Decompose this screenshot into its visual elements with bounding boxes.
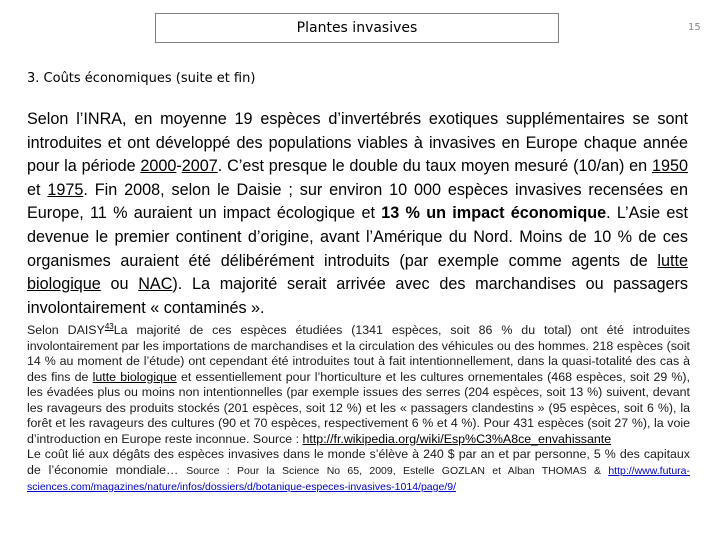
link-lutte-biologique[interactable]: lutte biologique (27, 251, 688, 294)
page-number: 15 (688, 22, 701, 33)
slide-title-box (155, 13, 559, 43)
text-run: . Fin 2008, selon le Daisie ; sur environ 10 000 espèces invasives recensées en Europe, 11 % auraient un impact écologique et (27, 180, 688, 223)
main-paragraph (27, 108, 688, 320)
link-2007[interactable]: 2007 (181, 157, 218, 176)
link-2000[interactable]: 2000 (140, 157, 177, 176)
text-run: . L’Asie est devenue le premier continent d’origine, avant l’Amérique du Nord. Moins de 10 % de ces organismes auraient été délibérément introduits (par exemple comme agents de (27, 204, 689, 270)
link-futura-sciences[interactable]: http://www.futura-sciences.com/magazines/nature/infos/dossiers/d/botanique-especes-invasives-1014/page/9/ (27, 464, 691, 493)
text-run: Selon DAISY (27, 323, 105, 337)
text-run: ). La majorité serait arrivée avec des marchandises ou passagers involontairement « contaminés ». (27, 275, 688, 317)
text-run: - (176, 157, 182, 176)
link-wikipedia[interactable]: http://fr.wikipedia.org/wiki/Esp%C3%A8ce_envahissante (302, 431, 612, 446)
text-run: et (27, 180, 48, 199)
source-note: Source : Pour la Science No 65, 2009, Estelle GOZLAN et Alban THOMAS & (186, 464, 609, 477)
bold-economic-impact: 13 % un impact économique (381, 204, 607, 223)
text-run: et essentiellement pour l’horticulture et les cultures ornementales (468 espèces, soit 29 %), les évadées plus ou moins non intentionnelles (par exemple issues des serres (204 espèces, soit 13 %) suivent, devant les ravageurs des produits stockés (201 espèces, soit 12 %) et les « passagers clandestins » (95 espèces, soit 6 %), la forêt et les ravageurs des cultures (90 et 70 espèces, respectivement 6 % et 4 %). Pour 431 espèces (soit 27 %), la voie d’introduction en Europe reste inconnue. Source : (27, 369, 691, 446)
text-run: Le coût lié aux dégâts des espèces invasives dans le monde s’élève à 240 $ par an et par personne, 5 % des capitaux de l’économie mondiale… (27, 447, 690, 477)
text-run: La majorité de ces espèces étudiées (1341 espèces, soit 86 % du total) ont été introduites involontairement par les importations de marchandises et la circulation des véhicules ou des hommes. 218 espèces (soit 14 % au moment de l’étude) ont cependant été introduites tout à fait intentionnellement, dans la quasi-totalité des cas à des fins de (27, 323, 690, 384)
link-lutte-biologique-2[interactable]: lutte biologique (92, 369, 177, 384)
section-heading: 3. Coûts économiques (suite et fin) (27, 71, 256, 86)
text-run: ou (100, 275, 139, 294)
footnote-link[interactable]: 43 (104, 321, 114, 331)
link-1950[interactable]: 1950 (651, 157, 688, 176)
text-run: Selon l’INRA, en moyenne 19 espèces d’invertébrés exotiques supplémentaires se sont introduites et ont développé des populations viables à invasives en Europe chaque année pour la période (27, 110, 688, 176)
link-nac[interactable]: NAC (138, 275, 173, 294)
link-1975[interactable]: 1975 (47, 180, 84, 199)
slide-title: Plantes invasives (296, 20, 418, 36)
text-run: . C’est presque le double du taux moyen mesuré (10/an) en (217, 157, 652, 176)
daisy-paragraph (27, 323, 690, 496)
